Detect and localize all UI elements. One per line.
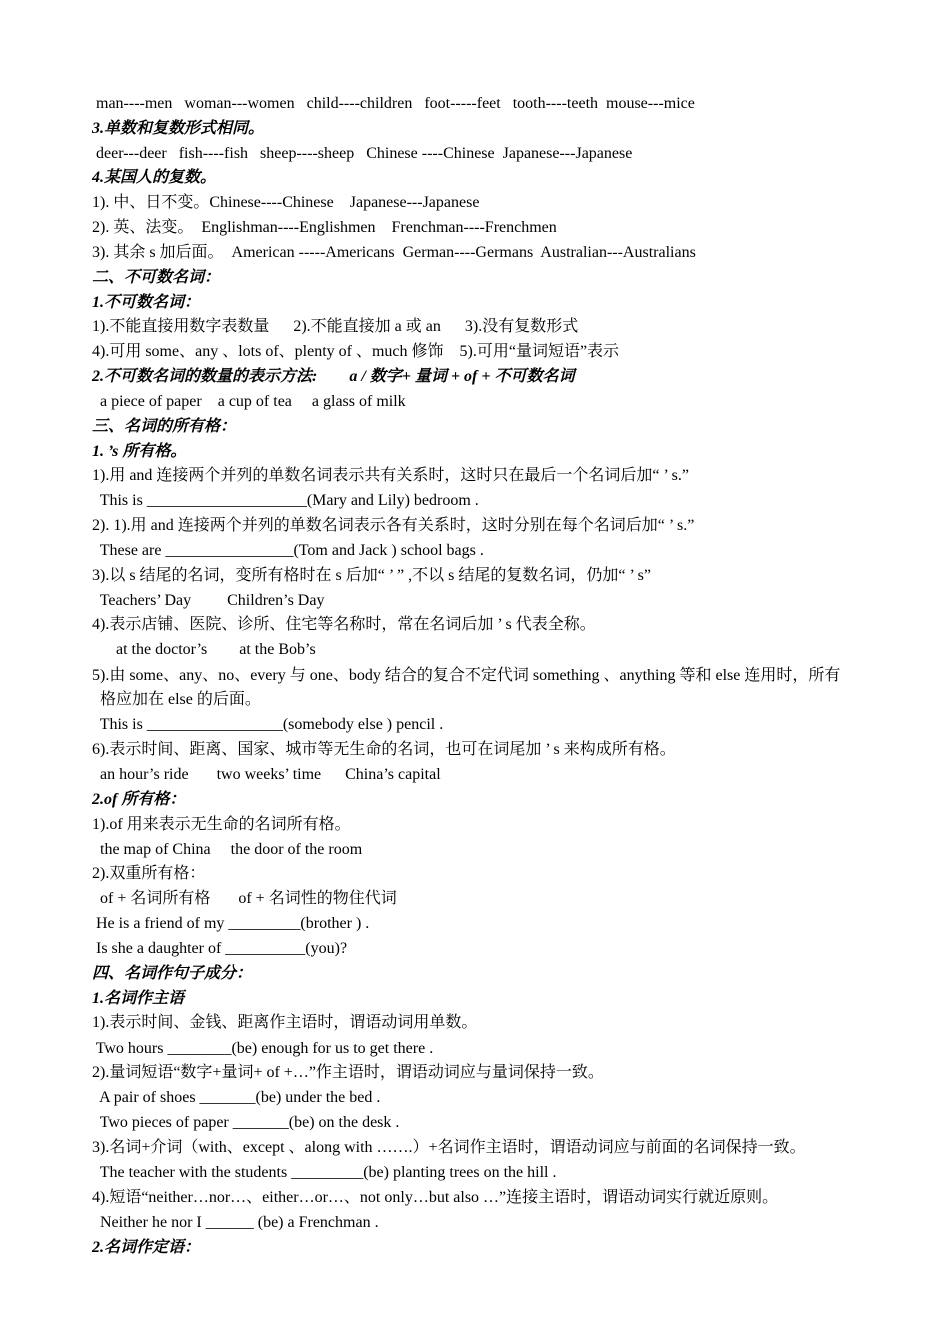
text-line: 1).不能直接用数字表数量 2).不能直接加 a 或 an 3).没有复数形式	[92, 318, 579, 335]
text-line: This is ____________________(Mary and Lily) bedroom .	[92, 492, 479, 509]
text-line: 3). 其余 s 加后面。 American -----Americans German----Germans Australian---Australians	[92, 244, 696, 261]
text-line: an hour’s ride two weeks’ time China’s capital	[92, 766, 441, 783]
text-line: 4).可用 some、any 、lots of、plenty of 、much 修饰 5).可用“量词短语”表示	[92, 343, 620, 360]
text-line: Two hours ________(be) enough for us to get there .	[92, 1040, 434, 1057]
section-heading: 四、名词作句子成分：	[92, 965, 253, 982]
text-line: Neither he nor I ______ (be) a Frenchman .	[92, 1214, 379, 1231]
text-line: 1). 中、日不变。Chinese----Chinese Japanese---Japanese	[92, 194, 480, 211]
section-heading: 3.单数和复数形式相同。	[92, 120, 265, 137]
text-line: 4).表示店铺、医院、诊所、住宅等名称时，常在名词后加 ’ s 代表全称。	[92, 616, 596, 633]
text-line: The teacher with the students _________(be) planting trees on the hill .	[92, 1164, 557, 1181]
text-line: 3).名词+介词（with、except 、along with …….）+名词作主语时，谓语动词应与前面的名词保持一致。	[92, 1139, 806, 1156]
text-line: Is she a daughter of __________(you)?	[92, 940, 348, 957]
text-line: 1).用 and 连接两个并列的单数名词表示共有关系时，这时只在最后一个名词后加“ ’ s.”	[92, 467, 690, 484]
text-line: 4).短语“neither…nor…、either…or…、not only…but also …”连接主语时，谓语动词实行就近原则。	[92, 1189, 779, 1206]
text-line: 格应加在 else 的后面。	[92, 691, 261, 708]
section-heading: 4.某国人的复数。	[92, 169, 217, 186]
text-line: Two pieces of paper _______(be) on the desk .	[92, 1114, 400, 1131]
text-line: 3).以 s 结尾的名词，变所有格时在 s 后加“ ’ ” ,不以 s 结尾的复数名词，仍加“ ’ s”	[92, 567, 651, 584]
section-heading: 2.不可数名词的数量的表示方法: a / 数字+ 量词 + of + 不可数名词	[92, 368, 575, 385]
text-line: of + 名词所有格 of + 名词性的物住代词	[92, 890, 397, 907]
text-line: 1).of 用来表示无生命的名词所有格。	[92, 816, 351, 833]
text-line: a piece of paper a cup of tea a glass of milk	[92, 393, 406, 410]
text-line: man----men woman---women child----children foot-----feet tooth----teeth mouse---mice	[92, 95, 695, 112]
text-line: the map of China the door of the room	[92, 841, 363, 858]
text-line: He is a friend of my _________(brother ) .	[92, 915, 370, 932]
section-heading: 三、名词的所有格：	[92, 418, 237, 435]
text-line: Teachers’ Day Children’s Day	[92, 592, 325, 609]
section-heading: 1. ’s 所有格。	[92, 443, 187, 460]
text-line: at the doctor’s at the Bob’s	[92, 641, 316, 658]
text-line: 2). 1).用 and 连接两个并列的单数名词表示各有关系时，这时分别在每个名词后加“ ’ s.”	[92, 517, 695, 534]
section-heading: 二、不可数名词：	[92, 269, 221, 286]
text-line: 5).由 some、any、no、every 与 one、body 结合的复合不定代词 something 、anything 等和 else 连用时，所有	[92, 667, 841, 684]
text-line: deer---deer fish----fish sheep----sheep Chinese ----Chinese Japanese---Japanese	[92, 145, 633, 162]
text-line: A pair of shoes _______(be) under the bed .	[92, 1089, 381, 1106]
text-line: This is _________________(somebody else ) pencil .	[92, 716, 444, 733]
text-line: 2). 英、法变。 Englishman----Englishmen Frenchman----Frenchmen	[92, 219, 557, 236]
text-line: 6).表示时间、距离、国家、城市等无生命的名词，也可在词尾加 ’ s 来构成所有格。	[92, 741, 676, 758]
text-line: 1).表示时间、金钱、距离作主语时，谓语动词用单数。	[92, 1014, 478, 1031]
text-line: 2).量词短语“数字+量词+ of +…”作主语时，谓语动词应与量词保持一致。	[92, 1064, 604, 1081]
section-heading: 2.of 所有格：	[92, 791, 186, 808]
text-line: These are ________________(Tom and Jack ) school bags .	[92, 542, 484, 559]
section-heading: 1.不可数名词：	[92, 294, 201, 311]
section-heading: 2.名词作定语：	[92, 1239, 201, 1256]
section-heading: 1.名词作主语	[92, 990, 185, 1007]
text-line: 2).双重所有格：	[92, 865, 206, 882]
